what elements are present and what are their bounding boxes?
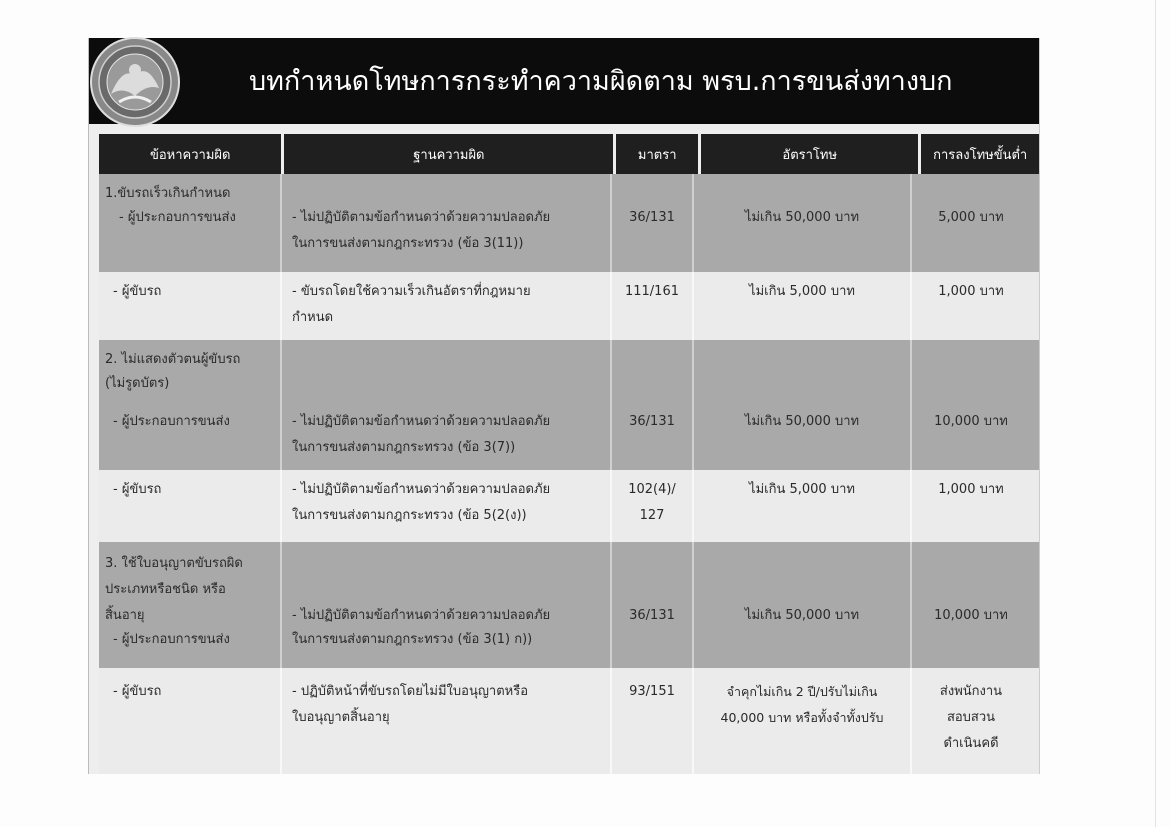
minimum-penalty: 1,000 บาท [938, 482, 1004, 497]
table-row [99, 272, 1039, 340]
party-label: - ผู้ขับรถ [113, 284, 162, 299]
basis-text: - ปฏิบัติหน้าที่ขับรถโดยไม่มีใบอนุญาตหรือ [292, 684, 529, 699]
minimum-penalty: 5,000 บาท [938, 210, 1004, 225]
basis-text: ในการขนส่งตามกฎกระทรวง (ข้อ 3(11)) [292, 236, 524, 251]
penalty-text: ไม่เกิน 50,000 บาท [744, 210, 860, 225]
penalty-text: จำคุกไม่เกิน 2 ปี/ปรับไม่เกิน [726, 684, 878, 699]
basis-text: - ไม่ปฏิบัติตามข้อกำหนดว่าด้วยความปลอดภัย [292, 414, 551, 429]
table-row [99, 542, 1039, 668]
party-label: - ผู้ขับรถ [113, 482, 162, 497]
offense-heading: (ไม่รูดบัตร) [105, 376, 170, 391]
basis-text: ในการขนส่งตามกฎกระทรวง (ข้อ 3(1) ก)) [292, 632, 533, 647]
department-seal-icon [89, 36, 181, 128]
table-row [99, 470, 1039, 542]
minimum-penalty: 10,000 บาท [934, 414, 1008, 429]
party-label: - ผู้ประกอบการขนส่ง [113, 632, 230, 647]
basis-text: ในการขนส่งตามกฎกระทรวง (ข้อ 5(2(ง)) [292, 508, 527, 523]
section-number: 36/131 [629, 414, 675, 429]
minimum-penalty: ส่งพนักงาน [939, 684, 1003, 699]
column-header-basis: ฐานความผิด [284, 134, 613, 174]
penalty-text: ไม่เกิน 50,000 บาท [744, 608, 860, 623]
basis-text: ใบอนุญาตสิ้นอายุ [292, 710, 390, 725]
table-row [99, 174, 1039, 272]
section-number: 102(4)/ [628, 482, 676, 497]
section-number: 93/151 [629, 684, 675, 699]
minimum-penalty: 1,000 บาท [938, 284, 1004, 299]
column-header-minimum: การลงโทษขั้นต่ำ [921, 134, 1039, 174]
penalty-text: 40,000 บาท หรือทั้งจำทั้งปรับ [720, 710, 884, 725]
penalty-text: ไม่เกิน 5,000 บาท [749, 284, 855, 299]
minimum-penalty: 10,000 บาท [934, 608, 1008, 623]
slide [88, 38, 1040, 774]
section-number: 111/161 [624, 284, 679, 299]
title-banner [89, 38, 1039, 124]
section-number: 36/131 [629, 608, 675, 623]
table-header [99, 134, 1039, 174]
basis-text: - ไม่ปฏิบัติตามข้อกำหนดว่าด้วยความปลอดภัย [292, 482, 551, 497]
table-row [99, 340, 1039, 470]
minimum-penalty: ดำเนินคดี [943, 736, 999, 751]
basis-text: - ขับรถโดยใช้ความเร็วเกินอัตราที่กฎหมาย [292, 284, 531, 299]
offense-heading: 2. ไม่แสดงตัวตนผู้ขับรถ [105, 352, 241, 367]
party-label: - ผู้ประกอบการขนส่ง [113, 414, 230, 429]
section-number: 127 [639, 508, 665, 523]
offense-heading: 1.ขับรถเร็วเกินกำหนด [105, 186, 231, 201]
offense-heading: สิ้นอายุ [105, 608, 145, 623]
basis-text: ในการขนส่งตามกฎกระทรวง (ข้อ 3(7)) [292, 440, 516, 455]
column-header-offense: ข้อหาความผิด [99, 134, 281, 174]
minimum-penalty: สอบสวน [946, 710, 996, 725]
penalty-text: ไม่เกิน 50,000 บาท [744, 414, 860, 429]
page-edge-line [1155, 0, 1156, 827]
column-header-section: มาตรา [616, 134, 698, 174]
basis-text: - ไม่ปฏิบัติตามข้อกำหนดว่าด้วยความปลอดภัย [292, 210, 551, 225]
party-label: - ผู้ประกอบการขนส่ง [119, 210, 236, 225]
offense-heading: ประเภทหรือชนิด หรือ [105, 582, 226, 597]
section-number: 36/131 [629, 210, 675, 225]
penalty-text: ไม่เกิน 5,000 บาท [749, 482, 855, 497]
party-label: - ผู้ขับรถ [113, 684, 162, 699]
table-row [99, 668, 1039, 774]
basis-text: กำหนด [292, 310, 334, 325]
page-title: บทกำหนดโทษการกระทำความผิดตาม พรบ.การขนส่งทางบก [249, 66, 953, 97]
column-header-penalty: อัตราโทษ [701, 134, 918, 174]
offense-heading: 3. ใช้ใบอนุญาตขับรถผิด [105, 556, 243, 571]
basis-text: - ไม่ปฏิบัติตามข้อกำหนดว่าด้วยความปลอดภัย [292, 608, 551, 623]
